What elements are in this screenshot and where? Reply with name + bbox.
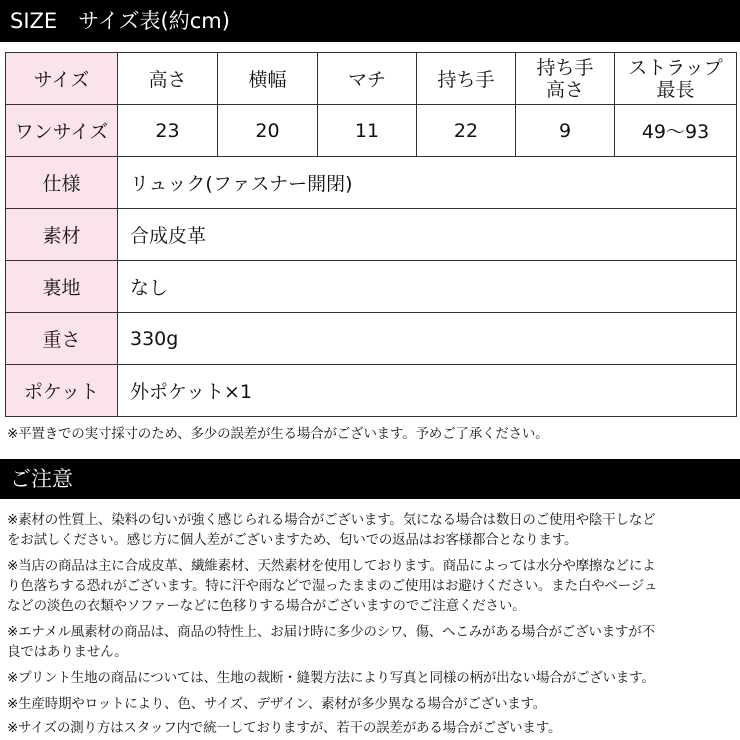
- note-line: り色落ちする恐れがございます。特に汗や雨などで湿ったままのご使用はお避けください。また白やベージュ: [7, 578, 658, 594]
- value-strap-max: 49〜93: [615, 105, 737, 157]
- detail-row-lining: [6, 261, 737, 313]
- detail-value: 330g: [118, 313, 737, 365]
- detail-label: 裏地: [6, 261, 118, 313]
- value-handle-height: 9: [516, 105, 615, 157]
- column-width: 横幅: [218, 53, 318, 105]
- notice-header: ご注意: [0, 459, 740, 499]
- detail-value: なし: [118, 261, 737, 313]
- note-line: などの淡色の衣類やソファーなどに色移りする場合がございますのでご注意ください。: [7, 598, 526, 614]
- note-line: ※生産時期やロットにより、色、サイズ、デザイン、素材が多少異なる場合がございます。: [7, 696, 547, 712]
- size-header-label: サイズ: [6, 53, 118, 105]
- note-line: 良ではありません。: [7, 644, 128, 660]
- note-line: ※プリント生地の商品については、生地の裁断・縫製方法により写真と同様の柄が出ない場合がございます。: [7, 670, 655, 686]
- one-size-label: ワンサイズ: [6, 105, 118, 157]
- column-handle-height: 持ち手 高さ: [516, 53, 615, 105]
- size-table-row: [6, 105, 737, 157]
- value-handle: 22: [417, 105, 516, 157]
- value-width: 20: [218, 105, 318, 157]
- detail-value: 外ポケット×1: [118, 365, 737, 417]
- value-height: 23: [118, 105, 218, 157]
- detail-label: 重さ: [6, 313, 118, 365]
- detail-row-spec: [6, 157, 737, 209]
- measure-note: ※平置きでの実寸採寸のため、多少の誤差が生る場合がございます。予めご了承ください。: [7, 426, 549, 442]
- note-line: ※当店の商品は主に合成皮革、繊維素材、天然素材を使用しております。商品によっては水分や摩擦などによ: [7, 558, 656, 574]
- detail-value: 合成皮革: [118, 209, 737, 261]
- column-gusset: マチ: [318, 53, 417, 105]
- detail-row-weight: [6, 313, 737, 365]
- note-line: をお試しください。感じ方に個人差がございますため、匂いでの返品はお客様都合となります。: [7, 532, 578, 548]
- detail-label: ポケット: [6, 365, 118, 417]
- detail-row-pocket: [6, 365, 737, 417]
- column-handle: 持ち手: [417, 53, 516, 105]
- column-strap-max: ストラップ 最長: [615, 53, 737, 105]
- size-table: [5, 52, 737, 417]
- size-header: SIZE サイズ表(約cm): [0, 0, 740, 42]
- note-line: ※エナメル風素材の商品は、商品の特性上、お届け時に多少のシワ、傷、へこみがある場合がございますが不: [7, 624, 655, 640]
- note-line: ※素材の性質上、染料の匂いが強く感じられる場合がございます。気になる場合は数日のご使用や陰干しなど: [7, 512, 656, 528]
- note-line: ※サイズの測り方はスタッフ内で統一しておりますが、若干の誤差がある場合がございます。: [7, 720, 562, 736]
- column-height: 高さ: [118, 53, 218, 105]
- value-gusset: 11: [318, 105, 417, 157]
- detail-row-material: [6, 209, 737, 261]
- detail-value: リュック(ファスナー開閉): [118, 157, 737, 209]
- detail-label: 素材: [6, 209, 118, 261]
- detail-label: 仕様: [6, 157, 118, 209]
- size-table-header-row: [6, 53, 737, 105]
